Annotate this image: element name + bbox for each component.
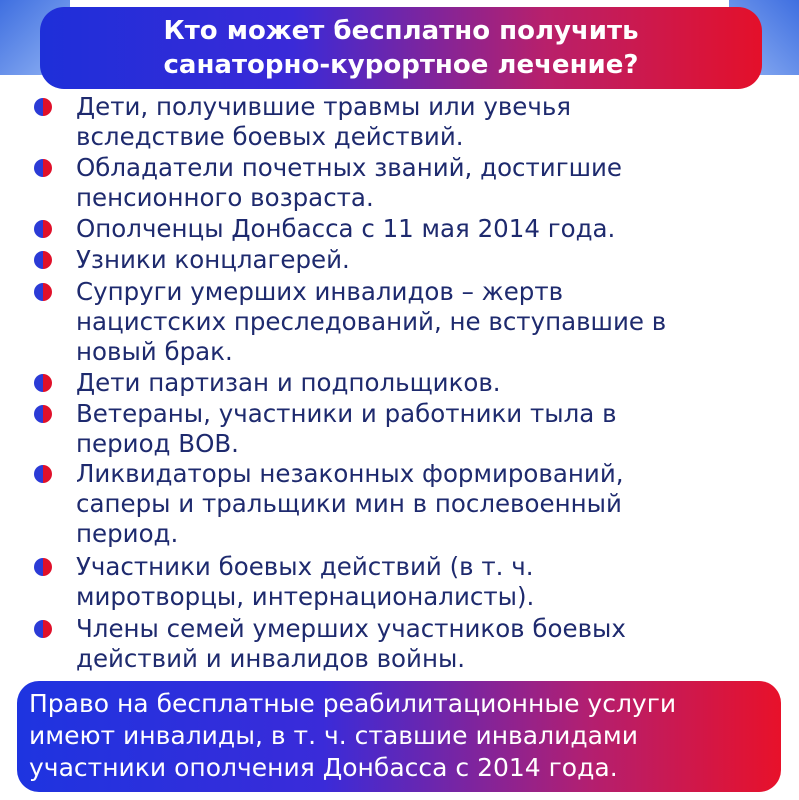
bullet-icon — [34, 98, 52, 116]
list-item-text: Члены семей умерших участников боевых действий и инвалидов войны. — [76, 614, 626, 673]
list-item-text: Обладатели почетных званий, достигшие пенсионного возраста. — [76, 153, 623, 212]
title-banner — [40, 7, 762, 89]
bullet-icon — [34, 374, 52, 392]
list-item-text: Супруги умерших инвалидов – жертв нацистских преследований, не вступавшие в новый брак. — [76, 277, 667, 366]
title-line-2: санаторно-курортное лечение? — [163, 50, 639, 80]
list-item-text: Дети, получившие травмы или увечья вследствие боевых действий. — [76, 92, 572, 151]
bullet-icon — [34, 620, 52, 638]
list-item-text: Ополченцы Донбасса с 11 мая 2014 года. — [76, 214, 616, 243]
footer-note — [29, 688, 781, 784]
list-item-text: Дети партизан и подпольщиков. — [76, 368, 501, 397]
bullet-icon — [34, 558, 52, 576]
list-item-text: Узники концлагерей. — [76, 245, 350, 274]
footer-line-3: участники ополчения Донбасса с 2014 года. — [29, 753, 618, 782]
list-item-text: Ликвидаторы незаконных формирований, саперы и тральщики мин в послевоенный период. — [76, 459, 624, 548]
title-line-1: Кто может бесплатно получить — [163, 16, 639, 46]
bullet-icon — [34, 465, 52, 483]
bullet-icon — [34, 283, 52, 301]
bullet-icon — [34, 220, 52, 238]
list-item-text: Участники боевых действий (в т. ч. миротворцы, интернационалисты). — [76, 552, 535, 611]
bullet-icon — [34, 159, 52, 177]
bullet-icon — [34, 251, 52, 269]
footer-line-2: имеют инвалиды, в т. ч. ставшие инвалидами — [29, 721, 639, 750]
page-title — [40, 14, 762, 82]
footer-note-box — [17, 681, 781, 792]
bullet-icon — [34, 405, 52, 423]
footer-line-1: Право на бесплатные реабилитационные услуги — [29, 689, 677, 718]
list-item-text: Ветераны, участники и работники тыла в период ВОВ. — [76, 399, 617, 458]
